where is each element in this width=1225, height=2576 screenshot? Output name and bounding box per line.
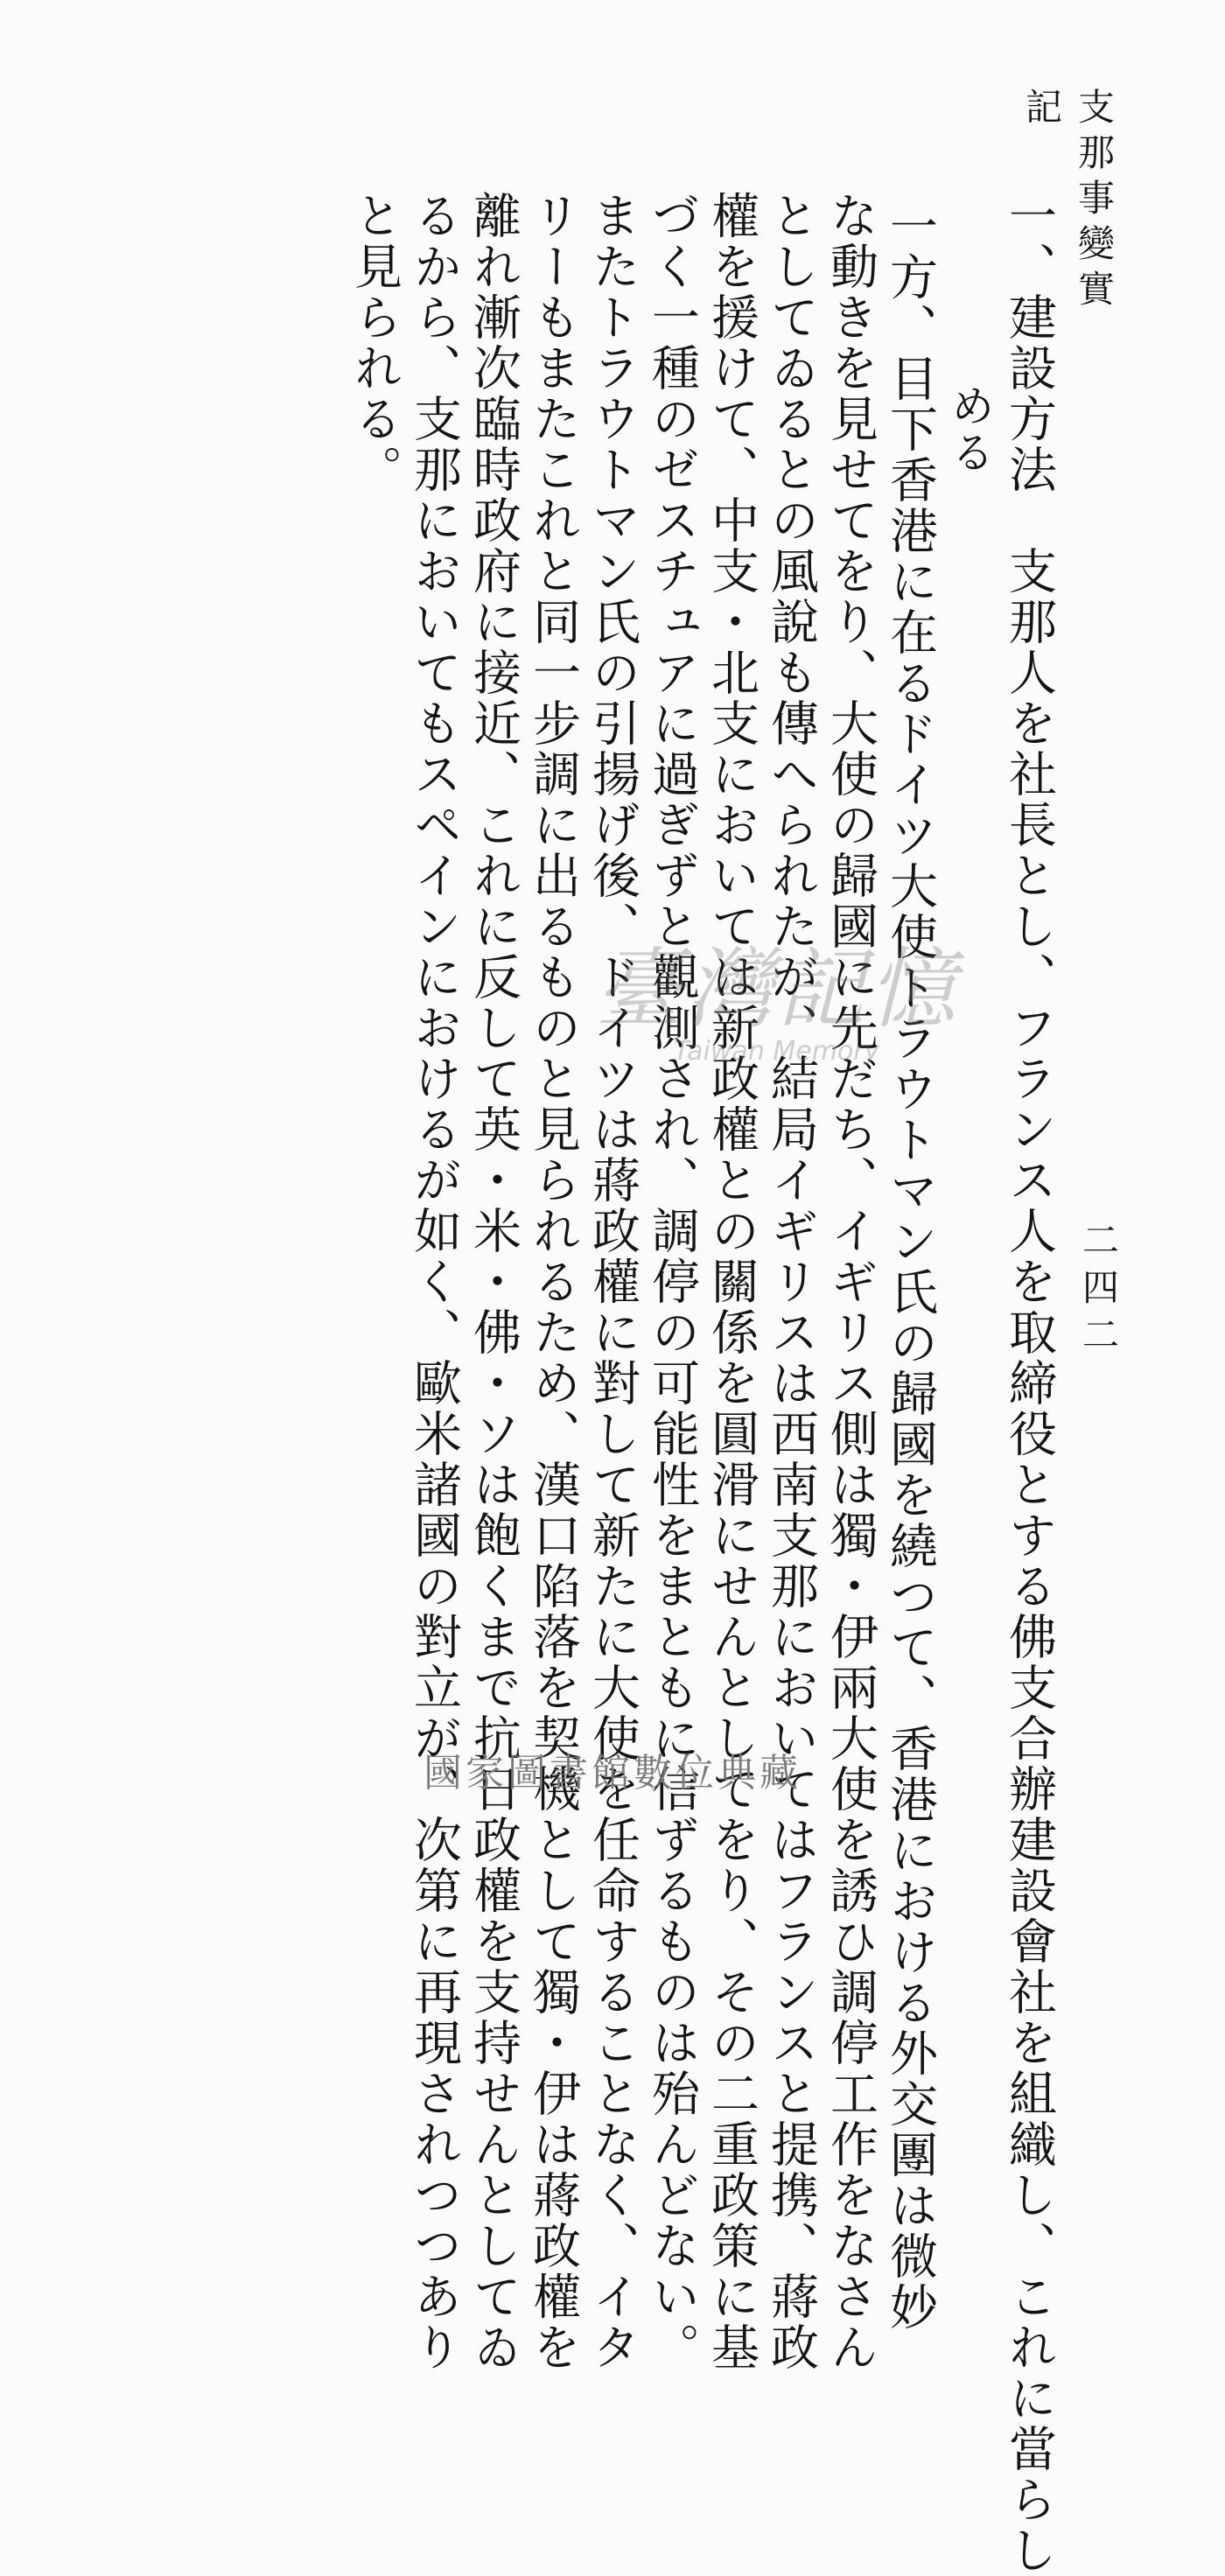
text-line-9: リーもまたこれと同一步調に出るものと見られるため、漢口陷落を契機として獨・伊は蔣政權を [525, 191, 581, 2373]
watermark-text: 臺灣記憶 [595, 938, 959, 1040]
page-number: 二四二 [1077, 1221, 1120, 1362]
text-line-3: 一方、目下香港に在るドイツ大使トラウトマン氏の歸國を繞つて、香港における外交團は微妙 [882, 201, 938, 2333]
text-line-4: な動きを見せてをり、大使の歸國に先だち、イギリス側は獨・伊兩大使を誘ひ調停工作をなさん [822, 191, 878, 2373]
text-line-12: と見られる。 [346, 191, 402, 495]
text-line-6: 權を援けて、中支・北支においては新政權との關係を圓滑にせんとしてをり、その二重政策に基 [704, 191, 760, 2373]
footer-library-name: 國家圖書館數位典藏 [424, 1751, 802, 1796]
text-line-10: 離れ漸次臨時政府に接近、これに反して英・米・佛・ソは飽くまで抗日政權を支持せんとしてゐ [466, 191, 522, 2373]
text-line-5: としてゐるとの風說も傳へられたが、結局イギリスは西南支那においてはフランスと提携、蔣政 [763, 191, 819, 2373]
text-line-8: またトラウトマン氏の引揚げ後、ドイツは蔣政權に對して新たに大使を任命することなく、イタ [584, 191, 640, 2373]
text-line-1: 一、建設方法 支那人を社長とし、フランス人を取締役とする佛支合辦建設會社を組織し、これに當らし [1001, 191, 1057, 2576]
text-line-2: める [944, 383, 995, 476]
text-line-7: づく一種のゼスチュアに過ぎずと觀測され、調停の可能性をまともに信ずるものは殆んどない。 [644, 191, 700, 2373]
text-line-11: るから、支那においてもスペインにおけるが如く、歐米諸國の對立が、次第に再現されつつあり [406, 191, 462, 2373]
running-title: 支那事變實記 [1020, 88, 1116, 315]
watermark-subtext: Taiwan Memory [674, 1036, 880, 1067]
